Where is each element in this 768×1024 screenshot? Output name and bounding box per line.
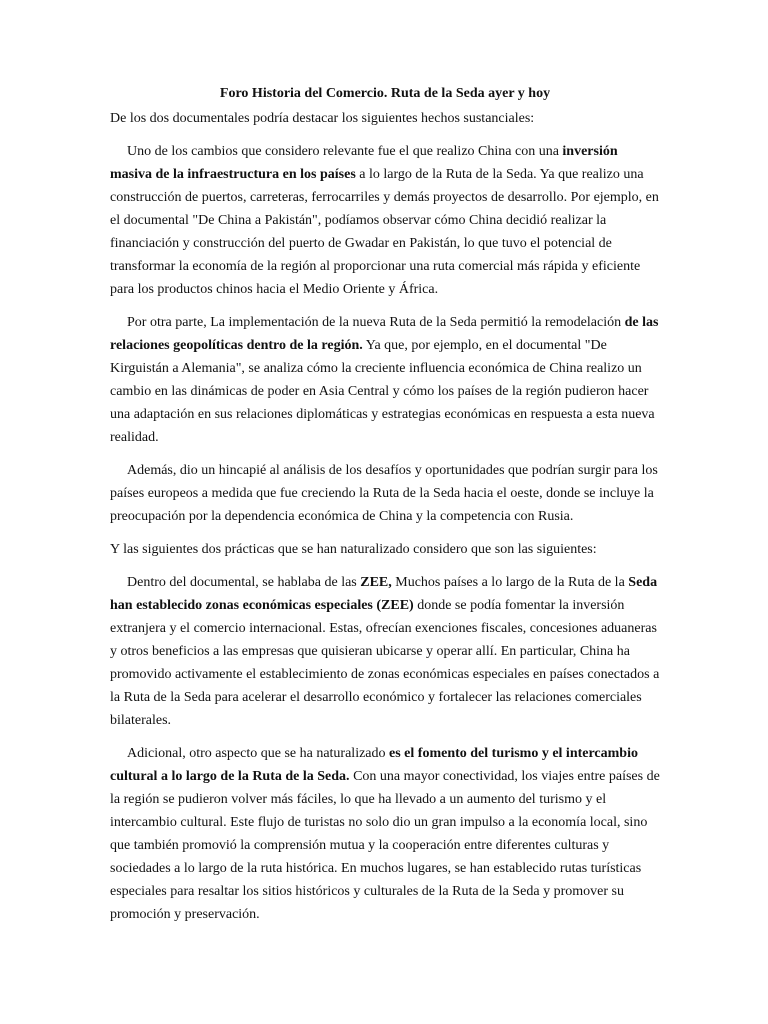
paragraph-challenges: Además, dio un hincapié al análisis de los desafíos y oportunidades que podrían surgir para los países europeos a medida que fue creciendo la Ruta de la Seda hacia el oeste, donde se incluye la preocupación por la dependencia económica de China y la competencia con Rusia.	[110, 463, 658, 524]
paragraph-infrastructure	[110, 140, 660, 301]
paragraph-text: Ya que, por ejemplo, en el documental "De Kirguistán a Alemania", se analiza cómo la creciente influencia económica de China realizo un cambio en las dinámicas de poder en Asia Central y cómo los países de la región pudieron hacer una adaptación en sus relaciones diplomáticas y estrategias económicas en respuesta a esta nueva realidad.	[110, 338, 655, 445]
paragraph-tourism	[110, 742, 660, 926]
paragraph-text: Adicional, otro aspecto que se ha naturalizado	[127, 746, 390, 761]
paragraph-geopolitics	[110, 311, 660, 449]
paragraph-text: Uno de los cambios que considero relevante fue el que realizo China con una	[127, 144, 563, 159]
paragraph-text: Dentro del documental, se hablaba de las	[127, 575, 361, 590]
paragraph-text: Por otra parte, La implementación de la nueva Ruta de la Seda permitió la remodelación	[127, 315, 625, 330]
paragraph-text: Muchos países a lo largo de la Ruta de la	[391, 575, 629, 590]
bold-text: ZEE,	[360, 575, 392, 590]
document-body	[110, 83, 660, 936]
bold-text: inversión masiva de la infraestructura en los países	[110, 144, 618, 182]
document-title: Foro Historia del Comercio. Ruta de la Seda ayer y hoy	[219, 86, 551, 101]
bold-text: de las relaciones geopolíticas dentro de la región.	[110, 315, 659, 353]
intro-practices-paragraph: Y las siguientes dos prácticas que se han naturalizado considero que son las siguientes:	[110, 542, 597, 557]
paragraph-text: a lo largo de la Ruta de la Seda. Ya que realizo una construcción de puertos, carreteras, ferrocarriles y demás proyectos de desarrollo. Por ejemplo, en el documental "De China a Pakistán", podíamos observar cómo China decidió realizar la financiación y construcción del puerto de Gwadar en Pakistán, lo que tuvo el potencial de transformar la economía de la región al proporcionar una ruta comercial más rápida y eficiente para los productos chinos hacia el Medio Oriente y África.	[110, 167, 659, 297]
intro-paragraph: De los dos documentales podría destacar los siguientes hechos sustanciales:	[110, 111, 535, 126]
paragraph-zee	[110, 571, 660, 732]
paragraph-text: Con una mayor conectividad, los viajes entre países de la región se pudieron volver más fáciles, lo que ha llevado a un aumento del turismo y el intercambio cultural. Este flujo de turistas no solo dio un gran impulso a la economía local, sino que también promovió la comprensión mutua y la cooperación entre diferentes culturas y sociedades a lo largo de la ruta histórica. En muchos lugares, se han establecido rutas turísticas especiales para resaltar los sitios históricos y culturales de la Ruta de la Seda y promover su promoción y preservación.	[110, 769, 660, 922]
bold-text: Seda han establecido zonas económicas especiales (ZEE)	[110, 575, 658, 613]
paragraph-text: donde se podía fomentar la inversión extranjera y el comercio internacional. Estas, ofrecían exenciones fiscales, concesiones aduaneras y otros beneficios a las empresas que quisieran ubicarse y operar allí. En particular, China ha promovido activamente el establecimiento de zonas económicas especiales en países conectados a la Ruta de la Seda para acelerar el desarrollo económico y fortalecer las relaciones comerciales bilaterales.	[110, 598, 660, 728]
bold-text: es el fomento del turismo y el intercambio cultural a lo largo de la Ruta de la Seda.	[110, 746, 638, 784]
